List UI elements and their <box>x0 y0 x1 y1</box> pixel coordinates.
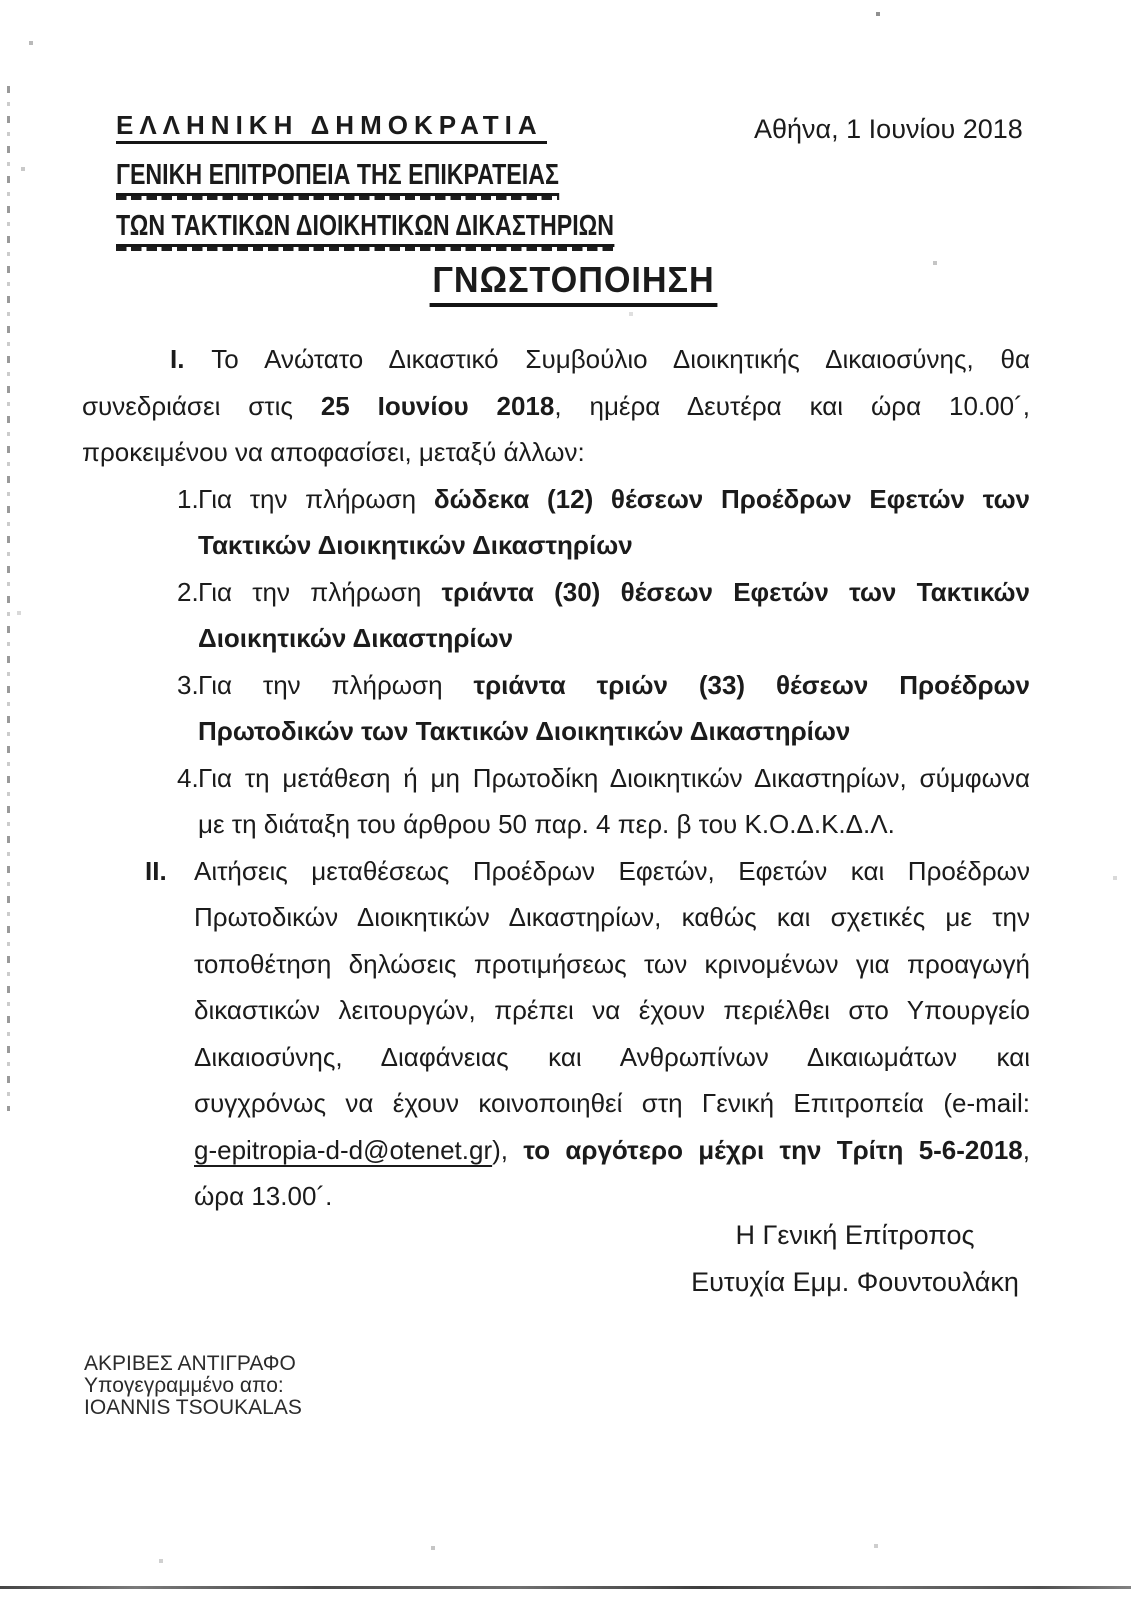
document-body <box>82 336 1030 1220</box>
paragraph-I <box>82 336 1030 476</box>
text-line: Πρωτοδικών των Τακτικών Διοικητικών Δικαστηρίων <box>198 716 851 746</box>
letterhead <box>116 112 739 263</box>
text-line: συνεδριάσει στις 25 Ιουνίου 2018, ημέρα Δευτέρα και ώρα 10.00´, <box>82 390 1030 421</box>
title-row <box>0 261 1131 307</box>
text-line: Αιτήσεις μεταθέσεως Προέδρων Εφετών, Εφετών και Προέδρων <box>194 855 1030 886</box>
list-marker: 1. <box>177 483 199 514</box>
text-line: Τακτικών Διοικητικών Δικαστηρίων <box>198 530 633 560</box>
text-line: Για την πλήρωση τριάντα τριών (33) θέσεων Προέδρων <box>198 669 1030 700</box>
scan-noise-specks <box>0 0 2 2</box>
text-line: Για την πλήρωση τριάντα (30) θέσεων Εφετών των Τακτικών <box>198 576 1030 607</box>
certified-copy-stamp <box>84 1353 302 1419</box>
stamp-line-signed-by: Υπογεγραμμένο απο: <box>84 1374 284 1397</box>
list-item-2 <box>82 569 1030 662</box>
list-marker: 2. <box>177 576 199 607</box>
text-line: Για τη μετάθεση ή μη Πρωτοδίκη Διοικητικών Δικαστηρίων, σύμφωνα <box>198 762 1030 793</box>
list-marker: 3. <box>177 669 199 700</box>
text-line: τοποθέτηση δηλώσεις προτιμήσεως των κρινομένων για προαγωγή <box>194 948 1030 979</box>
list-item-4 <box>82 755 1030 848</box>
scan-artifact-bottom-line <box>0 1586 1131 1589</box>
text-line: Πρωτοδικών Διοικητικών Δικαστηρίων, καθώς και σχετικές με την <box>194 902 1030 932</box>
stamp-line-signer-name: IOANNIS TSOUKALAS <box>84 1396 302 1419</box>
text-line: Για την πλήρωση δώδεκα (12) θέσεων Προέδρων Εφετών των <box>198 483 1030 514</box>
text-line: Ι. Το Ανώτατο Δικαστικό Συμβούλιο Διοικητικής Δικαιοσύνης, θα <box>170 344 1031 374</box>
text-line: συγχρόνως να έχουν κοινοποιηθεί στη Γενική Επιτροπεία (e-mail: <box>194 1088 1030 1118</box>
org-name-line3: ΤΩΝ ΤΑΚΤΙΚΩΝ ΔΙΟΙΚΗΤΙΚΩΝ ΔΙΚΑΣΤΗΡΙΩΝ <box>116 212 614 247</box>
stamp-line-certified: ΑΚΡΙΒΕΣ ΑΝΤΙΓΡΑΦΟ <box>84 1352 296 1375</box>
text-line: ώρα 13.00´. <box>194 1181 333 1211</box>
place-and-date: Αθήνα, 1 Ιουνίου 2018 <box>754 114 1023 144</box>
text-line: Διοικητικών Δικαστηρίων <box>198 623 514 653</box>
paragraph-marker: ΙΙ. <box>145 855 167 886</box>
paragraph-II <box>82 848 1030 1220</box>
list-item-1 <box>82 476 1030 569</box>
scan-artifact-left-edge <box>7 86 10 1111</box>
text-line: Δικαιοσύνης, Διαφάνειας και Ανθρωπίνων Δικαιωμάτων και <box>194 1041 1030 1072</box>
email-address: g-epitropia-d-d@otenet.gr <box>194 1134 493 1165</box>
text-line: g-epitropia-d-d@otenet.gr), το αργότερο μέχρι την Τρίτη 5-6-2018, <box>194 1134 1030 1165</box>
org-name-line2: ΓΕΝΙΚΗ ΕΠΙΤΡΟΠΕΙΑ ΤΗΣ ΕΠΙΚΡΑΤΕΙΑΣ <box>116 161 559 196</box>
document-title: ΓΝΩΣΤΟΠΟΙΗΣΗ <box>430 261 718 307</box>
list-item-3 <box>82 662 1030 755</box>
text-line: δικαστικών λειτουργών, πρέπει να έχουν περιέλθει στο Υπουργείο <box>194 995 1030 1025</box>
text-line: με τη διάταξη του άρθρου 50 παρ. 4 περ. β του Κ.Ο.Δ.Κ.Δ.Λ. <box>198 809 895 839</box>
list-marker: 4. <box>177 762 199 793</box>
signature-block <box>655 1212 1055 1306</box>
text-line: προκειμένου να αποφασίσει, μεταξύ άλλων: <box>82 437 585 467</box>
signature-name: Ευτυχία Εμμ. Φουντουλάκη <box>691 1267 1019 1297</box>
org-name-line1: ΕΛΛΗΝΙΚΗ ΔΗΜΟΚΡΑΤΙΑ <box>116 112 547 144</box>
signature-role: Η Γενική Επίτροπος <box>735 1220 975 1250</box>
